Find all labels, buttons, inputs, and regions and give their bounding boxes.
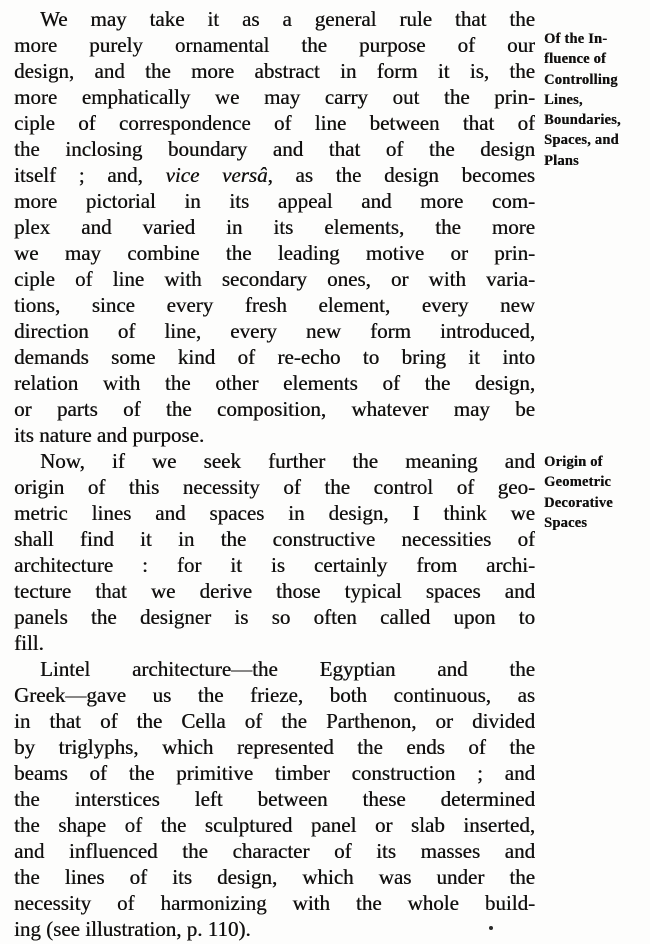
- text-line: architecture : for it is certainly from archi-: [14, 553, 535, 577]
- text-column: [14, 6, 535, 942]
- text-line: design, and the more abstract in form it is, the: [14, 59, 535, 83]
- text-line: ing (see illustration, p. 110).: [14, 917, 251, 941]
- margin-note-line: Of the In-: [544, 31, 608, 47]
- text-line: Lintel architecture—the Egyptian and the: [40, 657, 535, 681]
- text-line: beams of the primitive timber construction ; and: [14, 761, 535, 785]
- text-line: the interstices left between these determined: [14, 787, 535, 811]
- text-line: ciple of correspondence of line between that of: [14, 111, 535, 135]
- text-line: more pictorial in its appeal and more com-: [14, 189, 535, 213]
- margin-note-line: fluence of: [544, 51, 606, 68]
- paragraph-1: [14, 6, 535, 448]
- text-line: We may take it as a general rule that the: [40, 7, 535, 31]
- text-line: its nature and purpose.: [14, 423, 205, 447]
- text-line: Greek—gave us the frieze, both continuous, as: [14, 683, 535, 707]
- text-line: tions, since every fresh element, every new: [14, 293, 535, 317]
- text-line: necessity of harmonizing with the whole build-: [14, 891, 535, 915]
- margin-note-line: Decorative: [544, 494, 613, 511]
- ink-speck: [489, 926, 493, 930]
- text-line: origin of this necessity of the control of geo-: [14, 475, 535, 499]
- text-line: tecture that we derive those typical spaces and: [14, 579, 535, 603]
- margin-note-line: Plans: [544, 152, 579, 169]
- text-line: plex and varied in its elements, the more: [14, 215, 535, 239]
- text-line: panels the designer is so often called upon to: [14, 605, 535, 629]
- margin-note-origin-geometric: [544, 452, 646, 533]
- text-line: more emphatically we may carry out the prin-: [14, 85, 535, 109]
- text-line: metric lines and spaces in design, I think we: [14, 501, 535, 525]
- text-line: direction of line, every new form introduced,: [14, 319, 535, 343]
- text-line: the inclosing boundary and that of the design: [14, 137, 535, 161]
- text-line: itself ; and, vice versâ, as the design becomes: [14, 163, 535, 187]
- margin-note-controlling-lines: [544, 29, 646, 171]
- margin-note-line: Spaces, and: [544, 132, 619, 149]
- margin-note-line: Lines,: [544, 91, 583, 108]
- text-line: ciple of line with secondary ones, or with varia-: [14, 267, 535, 291]
- text-line: and influenced the character of its masses and: [14, 839, 535, 863]
- margin-note-line: Boundaries,: [544, 112, 621, 129]
- margin-note-line: Spaces: [544, 514, 588, 531]
- text-line: relation with the other elements of the design,: [14, 371, 535, 395]
- text-line: the shape of the sculptured panel or slab inserted,: [14, 813, 535, 837]
- text-line: we may combine the leading motive or prin-: [14, 241, 535, 265]
- paragraph-3: [14, 656, 535, 942]
- margin-note-line: Origin of: [544, 454, 603, 470]
- margin-note-line: Geometric: [544, 474, 612, 491]
- text-line: the lines of its design, which was under the: [14, 865, 535, 889]
- text-line: by triglyphs, which represented the ends of the: [14, 735, 535, 759]
- text-line: or parts of the composition, whatever may be: [14, 397, 535, 421]
- text-line: Now, if we seek further the meaning and: [40, 449, 535, 473]
- text-line: more purely ornamental the purpose of our: [14, 33, 535, 57]
- text-line: fill.: [14, 631, 44, 655]
- text-line: demands some kind of re-echo to bring it into: [14, 345, 535, 369]
- margin-note-line: Controlling: [544, 71, 618, 88]
- text-line: shall find it in the constructive necessities of: [14, 527, 535, 551]
- paragraph-2: [14, 448, 535, 656]
- text-line: in that of the Cella of the Parthenon, or divided: [14, 709, 535, 733]
